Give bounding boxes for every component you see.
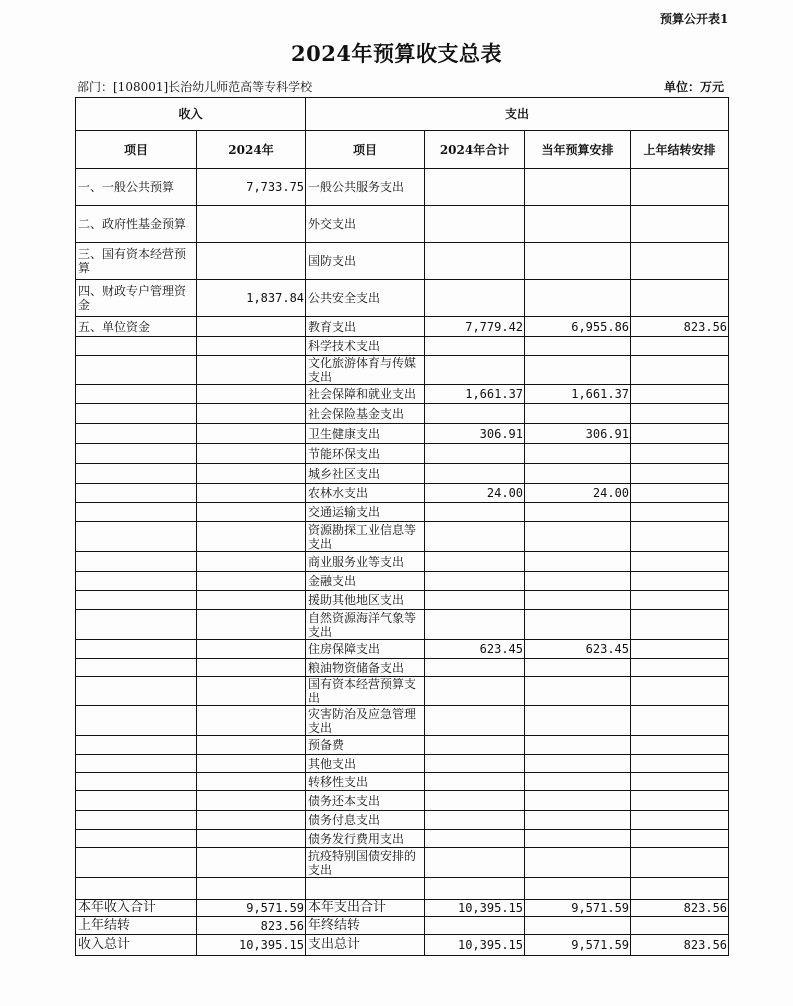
income-value-cell xyxy=(197,572,306,591)
table-row xyxy=(76,169,729,206)
expense-item-cell: 外交支出 xyxy=(306,206,425,243)
expense-item-cell: 商业服务业等支出 xyxy=(306,552,425,572)
expense-total-cell xyxy=(425,773,525,791)
expense-total-cell xyxy=(425,706,525,736)
expense-current-cell: 623.45 xyxy=(525,640,631,659)
expense-total-cell xyxy=(425,464,525,484)
expense-current-cell: 1,661.37 xyxy=(525,385,631,404)
table-row xyxy=(76,522,729,552)
expense-current-cell xyxy=(525,659,631,677)
income-item-cell: 二、政府性基金预算 xyxy=(76,206,197,243)
expense-total-cell xyxy=(425,811,525,830)
income-value-cell xyxy=(197,385,306,404)
budget-summary-table xyxy=(75,97,729,956)
income-item-cell xyxy=(76,356,197,385)
table-row xyxy=(76,356,729,385)
income-item-cell xyxy=(76,464,197,484)
expense-carryover-cell: 823.56 xyxy=(631,900,729,917)
expense-carryover-cell xyxy=(631,206,729,243)
expense-item-cell: 债务还本支出 xyxy=(306,791,425,811)
expense-item-cell: 援助其他地区支出 xyxy=(306,591,425,610)
unit-label: 单位：万元 xyxy=(664,80,725,94)
expense-total-cell xyxy=(425,280,525,317)
income-item-cell xyxy=(76,659,197,677)
table-row xyxy=(76,935,729,956)
table-row xyxy=(76,444,729,464)
expense-total-cell xyxy=(425,591,525,610)
expense-current-cell xyxy=(525,773,631,791)
income-group-header: 收入 xyxy=(76,98,306,131)
expense-carryover-cell xyxy=(631,610,729,640)
income-value-cell xyxy=(197,317,306,337)
expense-current-cell xyxy=(525,337,631,356)
expense-current-cell: 9,571.59 xyxy=(525,935,631,956)
income-item-cell: 上年结转 xyxy=(76,917,197,935)
expense-item-cell: 支出总计 xyxy=(306,935,425,956)
table-row xyxy=(76,280,729,317)
table-row xyxy=(76,591,729,610)
income-item-cell xyxy=(76,878,197,900)
expense-total-cell xyxy=(425,878,525,900)
income-item-cell xyxy=(76,773,197,791)
expense-item-cell: 灾害防治及应急管理支出 xyxy=(306,706,425,736)
expense-current-cell xyxy=(525,610,631,640)
expense-carryover-cell xyxy=(631,736,729,755)
table-row xyxy=(76,917,729,935)
expense-carryover-cell xyxy=(631,552,729,572)
expense-item-cell: 社会保险基金支出 xyxy=(306,404,425,424)
expense-item-cell: 住房保障支出 xyxy=(306,640,425,659)
expense-carryover-cell xyxy=(631,773,729,791)
expense-item-cell: 节能环保支出 xyxy=(306,444,425,464)
table-row xyxy=(76,385,729,404)
income-value-cell xyxy=(197,773,306,791)
income-value-cell xyxy=(197,830,306,848)
expense-total-cell: 623.45 xyxy=(425,640,525,659)
expense-carryover-cell xyxy=(631,503,729,522)
expense-current-cell xyxy=(525,706,631,736)
income-value-cell xyxy=(197,736,306,755)
income-value-cell xyxy=(197,591,306,610)
expense-current-cell xyxy=(525,464,631,484)
expense-total-cell: 306.91 xyxy=(425,424,525,444)
income-item-cell xyxy=(76,848,197,878)
expense-current-cell xyxy=(525,243,631,280)
expense-carryover-cell: 823.56 xyxy=(631,317,729,337)
expense-current-cell xyxy=(525,404,631,424)
expense-current-cell xyxy=(525,811,631,830)
table-row xyxy=(76,206,729,243)
expense-total-cell xyxy=(425,736,525,755)
income-item-cell: 本年收入合计 xyxy=(76,900,197,917)
expense-carryover-cell xyxy=(631,404,729,424)
income-value-cell xyxy=(197,791,306,811)
expense-item-cell xyxy=(306,878,425,900)
expense-carryover-cell xyxy=(631,280,729,317)
expense-current-cell xyxy=(525,552,631,572)
expense-total-cell xyxy=(425,917,525,935)
expense-current-cell xyxy=(525,848,631,878)
expense-carryover-cell xyxy=(631,830,729,848)
income-value-cell xyxy=(197,755,306,773)
expense-carryover-cell xyxy=(631,659,729,677)
table-row xyxy=(76,337,729,356)
expense-total-cell: 1,661.37 xyxy=(425,385,525,404)
expense-item-cell: 社会保障和就业支出 xyxy=(306,385,425,404)
col-header-expense-carryover: 上年结转安排 xyxy=(631,131,729,169)
expense-total-cell xyxy=(425,503,525,522)
table-row xyxy=(76,424,729,444)
expense-current-cell xyxy=(525,917,631,935)
expense-total-cell xyxy=(425,791,525,811)
income-value-cell xyxy=(197,424,306,444)
expense-carryover-cell xyxy=(631,464,729,484)
income-value-cell xyxy=(197,811,306,830)
expense-item-cell: 农林水支出 xyxy=(306,484,425,503)
expense-carryover-cell xyxy=(631,640,729,659)
income-value-cell xyxy=(197,552,306,572)
expense-item-cell: 卫生健康支出 xyxy=(306,424,425,444)
group-header-row xyxy=(76,98,729,131)
income-item-cell: 四、财政专户管理资金 xyxy=(76,280,197,317)
expense-item-cell: 教育支出 xyxy=(306,317,425,337)
expense-current-cell: 6,955.86 xyxy=(525,317,631,337)
expense-carryover-cell xyxy=(631,677,729,706)
expense-carryover-cell xyxy=(631,243,729,280)
income-value-cell: 823.56 xyxy=(197,917,306,935)
income-item-cell xyxy=(76,811,197,830)
income-item-cell xyxy=(76,404,197,424)
expense-total-cell xyxy=(425,243,525,280)
income-value-cell xyxy=(197,503,306,522)
table-row xyxy=(76,736,729,755)
income-item-cell: 一、一般公共预算 xyxy=(76,169,197,206)
expense-total-cell xyxy=(425,610,525,640)
expense-total-cell xyxy=(425,337,525,356)
expense-carryover-cell xyxy=(631,385,729,404)
income-item-cell: 收入总计 xyxy=(76,935,197,956)
income-value-cell xyxy=(197,522,306,552)
expense-item-cell: 年终结转 xyxy=(306,917,425,935)
table-row xyxy=(76,552,729,572)
table-row xyxy=(76,677,729,706)
income-item-cell xyxy=(76,522,197,552)
income-value-cell xyxy=(197,484,306,503)
table-row xyxy=(76,878,729,900)
expense-total-cell xyxy=(425,755,525,773)
table-row xyxy=(76,659,729,677)
income-value-cell: 7,733.75 xyxy=(197,169,306,206)
expense-item-cell: 自然资源海洋气象等支出 xyxy=(306,610,425,640)
expense-item-cell: 国防支出 xyxy=(306,243,425,280)
col-header-expense-item: 项目 xyxy=(306,131,425,169)
expense-current-cell xyxy=(525,522,631,552)
expense-total-cell: 10,395.15 xyxy=(425,900,525,917)
expense-item-cell: 转移性支出 xyxy=(306,773,425,791)
income-item-cell xyxy=(76,572,197,591)
expense-total-cell xyxy=(425,444,525,464)
table-row xyxy=(76,464,729,484)
income-value-cell xyxy=(197,243,306,280)
expense-group-header: 支出 xyxy=(306,98,729,131)
col-header-income-item: 项目 xyxy=(76,131,197,169)
expense-item-cell: 资源勘探工业信息等支出 xyxy=(306,522,425,552)
expense-total-cell xyxy=(425,848,525,878)
table-row xyxy=(76,755,729,773)
table-row xyxy=(76,317,729,337)
table-row xyxy=(76,706,729,736)
expense-current-cell xyxy=(525,356,631,385)
income-item-cell xyxy=(76,591,197,610)
expense-current-cell xyxy=(525,591,631,610)
income-item-cell xyxy=(76,337,197,356)
income-value-cell xyxy=(197,610,306,640)
expense-current-cell xyxy=(525,878,631,900)
expense-total-cell: 24.00 xyxy=(425,484,525,503)
income-value-cell xyxy=(197,878,306,900)
income-item-cell xyxy=(76,484,197,503)
income-value-cell xyxy=(197,404,306,424)
expense-total-cell xyxy=(425,404,525,424)
expense-total-cell xyxy=(425,206,525,243)
expense-total-cell xyxy=(425,169,525,206)
table-row xyxy=(76,791,729,811)
expense-current-cell xyxy=(525,677,631,706)
table-row xyxy=(76,848,729,878)
table-row xyxy=(76,773,729,791)
income-value-cell xyxy=(197,337,306,356)
expense-carryover-cell xyxy=(631,444,729,464)
income-value-cell xyxy=(197,640,306,659)
expense-carryover-cell xyxy=(631,917,729,935)
income-item-cell xyxy=(76,677,197,706)
expense-current-cell xyxy=(525,755,631,773)
department-label: 部门：[108001]长治幼儿师范高等专科学校 xyxy=(77,80,313,94)
expense-item-cell: 科学技术支出 xyxy=(306,337,425,356)
income-item-cell xyxy=(76,755,197,773)
table-row xyxy=(76,404,729,424)
income-value-cell xyxy=(197,206,306,243)
expense-item-cell: 债务发行费用支出 xyxy=(306,830,425,848)
income-item-cell: 三、国有资本经营预算 xyxy=(76,243,197,280)
table-row xyxy=(76,484,729,503)
expense-carryover-cell xyxy=(631,811,729,830)
income-item-cell xyxy=(76,610,197,640)
expense-carryover-cell xyxy=(631,572,729,591)
expense-carryover-cell xyxy=(631,356,729,385)
expense-carryover-cell xyxy=(631,706,729,736)
income-value-cell xyxy=(197,444,306,464)
income-item-cell xyxy=(76,444,197,464)
expense-total-cell xyxy=(425,659,525,677)
expense-carryover-cell xyxy=(631,591,729,610)
expense-current-cell xyxy=(525,791,631,811)
expense-total-cell: 7,779.42 xyxy=(425,317,525,337)
table-row xyxy=(76,572,729,591)
expense-total-cell xyxy=(425,572,525,591)
expense-item-cell: 公共安全支出 xyxy=(306,280,425,317)
expense-item-cell: 国有资本经营预算支出 xyxy=(306,677,425,706)
expense-total-cell xyxy=(425,552,525,572)
col-header-expense-current: 当年预算安排 xyxy=(525,131,631,169)
expense-item-cell: 文化旅游体育与传媒支出 xyxy=(306,356,425,385)
expense-item-cell: 一般公共服务支出 xyxy=(306,169,425,206)
expense-current-cell xyxy=(525,206,631,243)
expense-carryover-cell xyxy=(631,848,729,878)
table-row xyxy=(76,610,729,640)
expense-carryover-cell xyxy=(631,337,729,356)
income-item-cell xyxy=(76,552,197,572)
expense-item-cell: 金融支出 xyxy=(306,572,425,591)
income-value-cell: 9,571.59 xyxy=(197,900,306,917)
expense-current-cell: 9,571.59 xyxy=(525,900,631,917)
expense-item-cell: 抗疫特别国债安排的支出 xyxy=(306,848,425,878)
expense-total-cell xyxy=(425,677,525,706)
expense-carryover-cell xyxy=(631,484,729,503)
table-row xyxy=(76,900,729,917)
expense-current-cell xyxy=(525,444,631,464)
expense-item-cell: 本年支出合计 xyxy=(306,900,425,917)
expense-current-cell xyxy=(525,830,631,848)
expense-item-cell: 粮油物资储备支出 xyxy=(306,659,425,677)
income-value-cell xyxy=(197,356,306,385)
income-value-cell: 10,395.15 xyxy=(197,935,306,956)
expense-total-cell: 10,395.15 xyxy=(425,935,525,956)
table-row xyxy=(76,811,729,830)
income-item-cell xyxy=(76,385,197,404)
document-title: 2024年预算收支总表 xyxy=(291,41,502,66)
expense-item-cell: 其他支出 xyxy=(306,755,425,773)
income-value-cell xyxy=(197,659,306,677)
expense-current-cell xyxy=(525,572,631,591)
col-header-expense-total: 2024年合计 xyxy=(425,131,525,169)
table-row xyxy=(76,830,729,848)
income-value-cell: 1,837.84 xyxy=(197,280,306,317)
income-value-cell xyxy=(197,848,306,878)
expense-carryover-cell xyxy=(631,878,729,900)
income-value-cell xyxy=(197,464,306,484)
expense-current-cell xyxy=(525,503,631,522)
expense-carryover-cell xyxy=(631,424,729,444)
income-value-cell xyxy=(197,706,306,736)
income-item-cell xyxy=(76,706,197,736)
expense-carryover-cell xyxy=(631,169,729,206)
expense-carryover-cell: 823.56 xyxy=(631,935,729,956)
income-item-cell xyxy=(76,830,197,848)
expense-current-cell xyxy=(525,280,631,317)
table-row xyxy=(76,503,729,522)
expense-carryover-cell xyxy=(631,522,729,552)
expense-total-cell xyxy=(425,356,525,385)
income-item-cell xyxy=(76,791,197,811)
expense-current-cell: 24.00 xyxy=(525,484,631,503)
table-number-label: 预算公开表1 xyxy=(660,12,729,26)
column-header-row xyxy=(76,131,729,169)
expense-total-cell xyxy=(425,830,525,848)
income-item-cell xyxy=(76,736,197,755)
expense-item-cell: 交通运输支出 xyxy=(306,503,425,522)
col-header-income-2024: 2024年 xyxy=(197,131,306,169)
expense-current-cell: 306.91 xyxy=(525,424,631,444)
expense-carryover-cell xyxy=(631,755,729,773)
expense-item-cell: 债务付息支出 xyxy=(306,811,425,830)
income-value-cell xyxy=(197,677,306,706)
expense-current-cell xyxy=(525,169,631,206)
expense-carryover-cell xyxy=(631,791,729,811)
income-item-cell: 五、单位资金 xyxy=(76,317,197,337)
expense-total-cell xyxy=(425,522,525,552)
table-row xyxy=(76,243,729,280)
income-item-cell xyxy=(76,640,197,659)
expense-item-cell: 城乡社区支出 xyxy=(306,464,425,484)
table-row xyxy=(76,640,729,659)
expense-item-cell: 预备费 xyxy=(306,736,425,755)
income-item-cell xyxy=(76,424,197,444)
income-item-cell xyxy=(76,503,197,522)
expense-current-cell xyxy=(525,736,631,755)
